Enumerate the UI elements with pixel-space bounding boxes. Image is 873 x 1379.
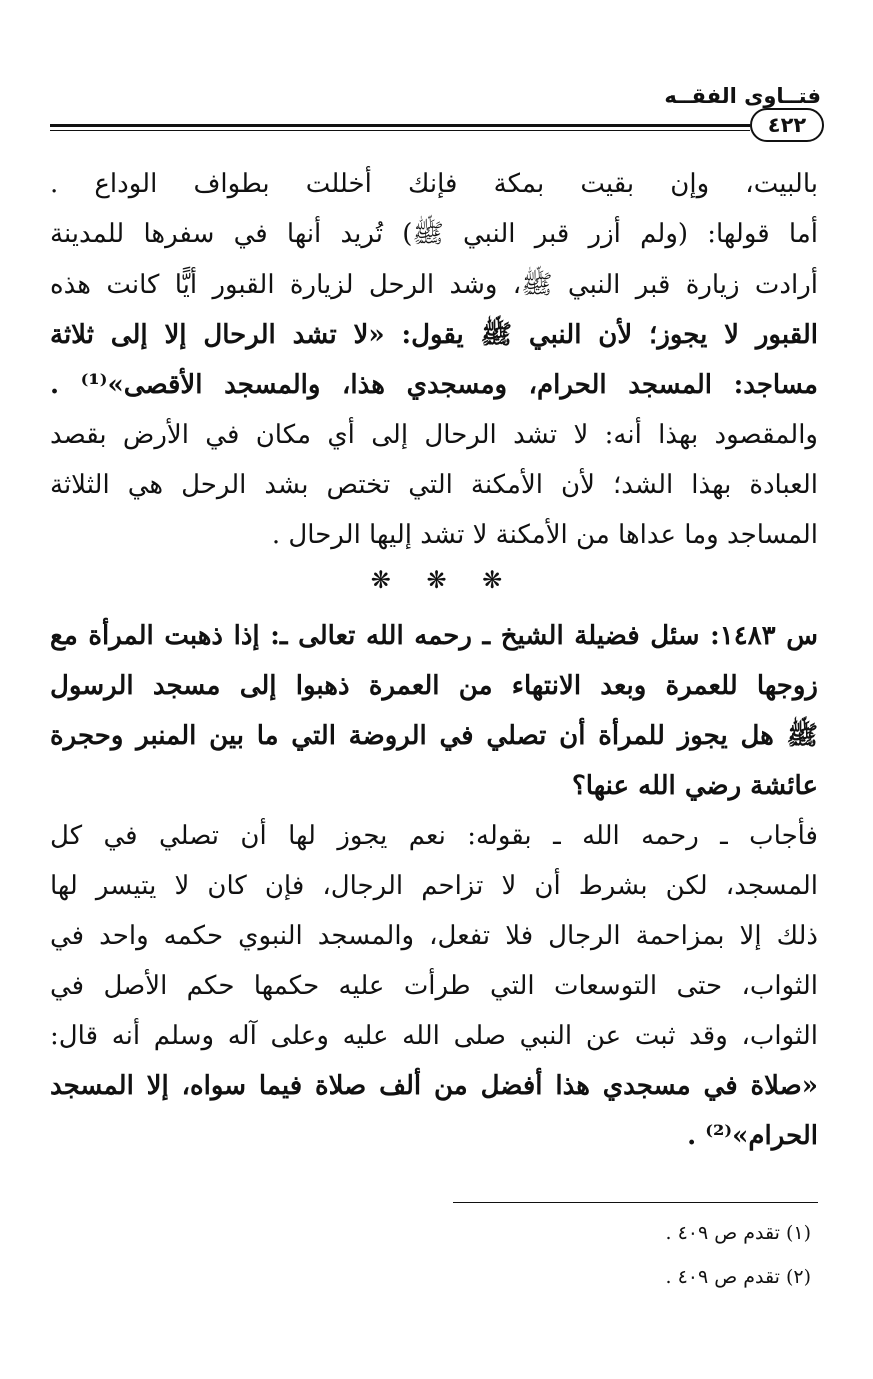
header-rule — [50, 124, 750, 131]
answer-line: «صلاة في مسجدي هذا أفضل من ألف صلاة فيما سواه، إلا المسجد — [50, 1071, 818, 1101]
page-number: ٤٢٢ — [750, 108, 824, 142]
question-line: عائشة رضي الله عنها؟ — [571, 771, 818, 801]
text-line: القبور لا يجوز؛ لأن النبي ﷺ يقول: «لا تشد الرحال إلا إلى ثلاثة — [50, 320, 818, 350]
text-line: بالبيت، وإن بقيت بمكة فإنك أخللت بطواف الوداع . — [50, 169, 818, 199]
text-line: والمقصود بهذا أنه: لا تشد الرحال إلى أي مكان في الأرض بقصد — [50, 420, 818, 450]
text-line: المساجد وما عداها من الأمكنة لا تشد إليها الرحال . — [271, 520, 818, 550]
running-title: فتــاوى الفقــه — [664, 84, 821, 108]
answer-line: ذلك إلا بمزاحمة الرجال فلا تفعل، والمسجد النبوي حكمه واحد في — [50, 921, 818, 951]
question-line: زوجها للعمرة وبعد الانتهاء من العمرة ذهبوا إلى مسجد الرسول — [50, 671, 818, 701]
text-line: مساجد: المسجد الحرام، ومسجدي هذا، والمسجد الأقصى»⁽¹⁾ . — [50, 370, 818, 400]
text-line: العبادة بهذا الشد؛ لأن الأمكنة التي تختص بشد الرحل هي الثلاثة — [50, 470, 818, 500]
footnote-rule — [453, 1202, 818, 1203]
question-line: س ١٤٨٣: سئل فضيلة الشيخ ـ رحمه الله تعالى ـ: إذا ذهبت المرأة مع — [50, 621, 818, 651]
answer-line: الحرام»⁽²⁾ . — [687, 1121, 818, 1151]
text-line: أما قولها: (ولم أزر قبر النبي ﷺ) تُريد أنها في سفرها للمدينة — [50, 219, 818, 249]
text-line: أرادت زيارة قبر النبي ﷺ، وشد الرحل لزيارة القبور أيًّا كانت هذه — [50, 270, 818, 300]
question-line: ﷺ هل يجوز للمرأة أن تصلي في الروضة التي ما بين المنبر وحجرة — [50, 721, 818, 751]
footnote: (٢) تقدم ص ٤٠٩ . — [665, 1266, 811, 1288]
footnote: (١) تقدم ص ٤٠٩ . — [665, 1222, 811, 1244]
answer-line: الثواب، وقد ثبت عن النبي صلى الله عليه وعلى آله وسلم أنه قال: — [50, 1021, 818, 1051]
section-separator: ❋ ❋ ❋ — [370, 566, 503, 594]
answer-line: المسجد، لكن بشرط أن لا تزاحم الرجال، فإن كان لا يتيسر لها — [50, 871, 818, 901]
answer-line: فأجاب ـ رحمه الله ـ بقوله: نعم يجوز لها أن تصلي في كل — [50, 821, 818, 851]
answer-line: الثواب، حتى التوسعات التي طرأت عليه حكمها حكم الأصل في — [50, 971, 818, 1001]
